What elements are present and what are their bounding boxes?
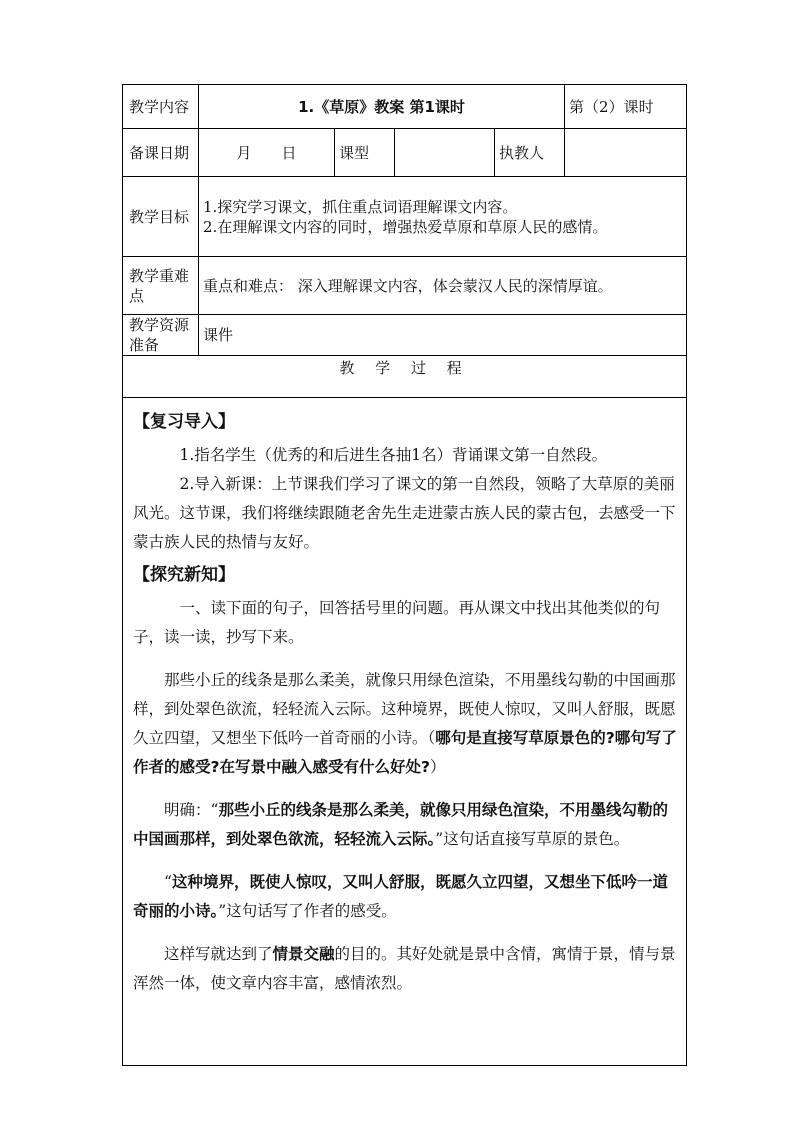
- answer-prefix: 明确：“: [164, 801, 219, 819]
- process-body: [123, 398, 687, 1066]
- content-label: 教学内容: [123, 85, 199, 129]
- passage-close: ）: [429, 758, 446, 776]
- lesson-type-label: 课型: [335, 129, 395, 177]
- answer-suffix: ”这句话直接写草原的景色。: [435, 830, 630, 848]
- row-date: [123, 129, 687, 177]
- explore-heading: 【探究新知】: [133, 565, 235, 585]
- explore-passage: [133, 666, 680, 782]
- passage-question: 哪句是直接写草原景色的?哪句写了作者的感受?在写景中融入感受有什么好处?: [133, 729, 677, 776]
- review-heading: 【复习导入】: [133, 412, 235, 432]
- row-process-header: [123, 356, 687, 398]
- row-goals: [123, 177, 687, 257]
- lesson-type-value: [395, 129, 495, 177]
- answer-quote: 那些小丘的线条是那么柔美，就像只用绿色渲染，不用墨线勾勒的中国画那样，到处翠色欲流，轻轻流入云际。: [133, 801, 668, 848]
- row-process-body: [123, 398, 687, 1066]
- goals-label: 教学目标: [123, 177, 199, 257]
- explore-task: 一、读下面的句子，回答括号里的问题。再从课文中找出其他类似的句子，读一读，抄写下来。: [133, 599, 661, 646]
- summary-suffix: 的目的。其好处就是景中含情，寓情于景，情与景浑然一体，使文章内容丰富，感情浓烈。: [133, 945, 676, 992]
- summary-prefix: 这样写就达到了: [164, 945, 273, 963]
- goal-item: 1.探究学习课文，抓住重点词语理解课文内容。: [203, 197, 518, 216]
- explore-answer: [133, 796, 680, 854]
- prep-date-label: 备课日期: [123, 129, 199, 177]
- prep-date-value: 月 日: [199, 129, 335, 177]
- resources-text: 课件: [199, 315, 687, 356]
- feeling-open: “: [164, 873, 172, 891]
- review-paragraph-1: 1.指名学生（优秀的和后进生各抽1名）背诵课文第一自然段。: [179, 446, 608, 464]
- process-content: [123, 398, 686, 998]
- teacher-value: [565, 129, 687, 177]
- row-resources: [123, 315, 687, 356]
- explore-summary: [133, 940, 680, 998]
- goals-text: [199, 177, 687, 257]
- lesson-plan-table: [122, 84, 687, 1066]
- key-points-text: 重点和难点： 深入理解课文内容，体会蒙汉人民的深情厚谊。: [199, 257, 687, 315]
- lesson-period: 第（2）课时: [565, 85, 687, 129]
- summary-highlight: 情景交融: [272, 945, 335, 963]
- review-paragraph-2: 2.导入新课：上节课我们学习了课文的第一自然段，领略了大草原的美丽风光。这节课，我们将继续跟随老舍先生走进蒙古族人民的蒙古包，去感受一下蒙古族人民的热情与友好。: [133, 475, 676, 551]
- process-label: 教 学 过 程: [123, 356, 687, 398]
- feeling-suffix: ”这句话写了作者的感受。: [218, 902, 397, 920]
- resources-label: 教学资源准备: [123, 315, 199, 356]
- goal-item: 2.在理解课文内容的同时，增强热爱草原和草原人民的感情。: [203, 217, 608, 236]
- lesson-title: 1.《草原》教案 第1课时: [199, 85, 565, 129]
- row-key-points: [123, 257, 687, 315]
- key-points-label: 教学重难点: [123, 257, 199, 315]
- passage-text: 那些小丘的线条是那么柔美，就像只用绿色渲染，不用墨线勾勒的中国画那样，到处翠色欲流，轻轻流入云际。这种境界，既使人惊叹，又叫人舒服，既愿久立四望，又想坐下低吟一首奇丽的小诗。（: [133, 671, 676, 747]
- feeling-quote: 这种境界，既使人惊叹，又叫人舒服，既愿久立四望，又想坐下低吟一道奇丽的小诗。: [133, 873, 668, 920]
- row-content: [123, 85, 687, 129]
- teacher-label: 执教人: [495, 129, 565, 177]
- explore-feeling: [133, 868, 680, 926]
